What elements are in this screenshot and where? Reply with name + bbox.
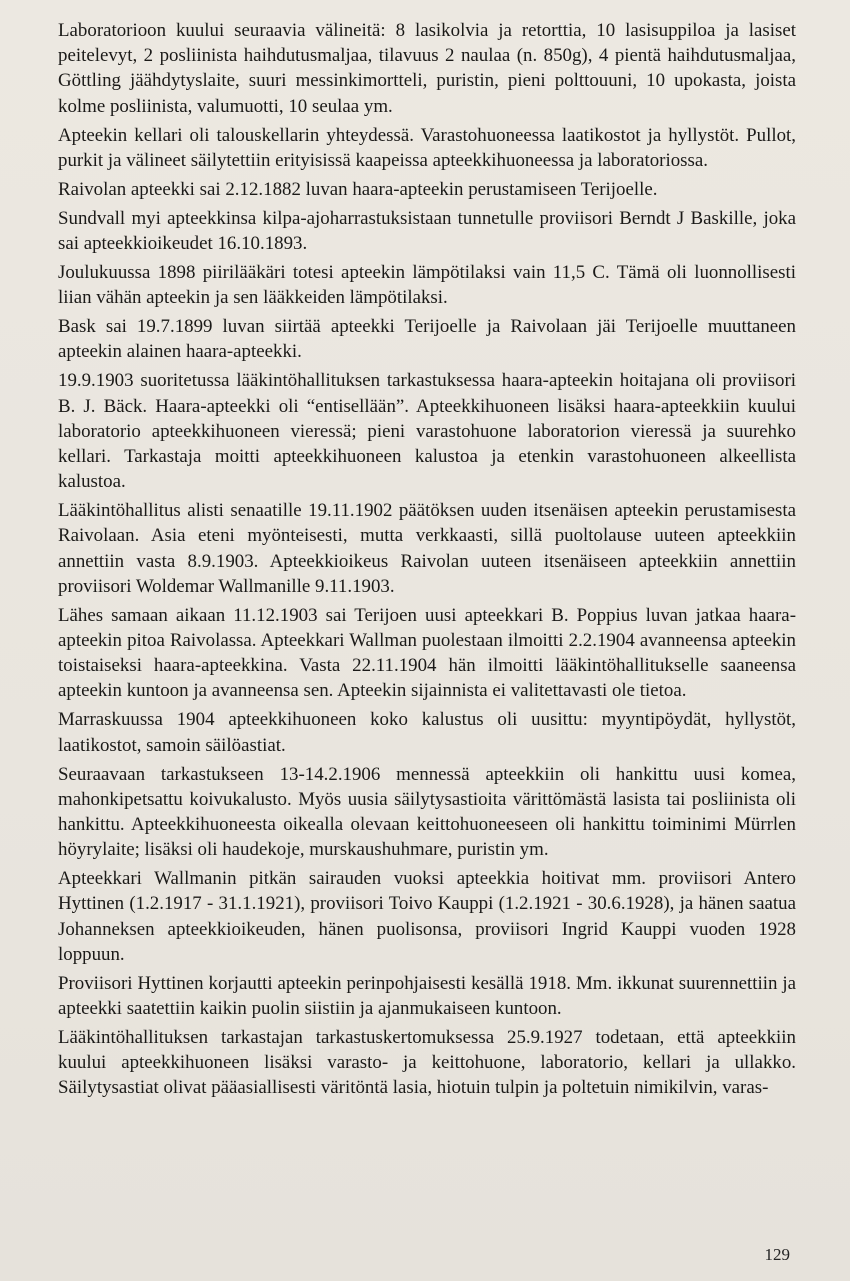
paragraph-14: Lääkintöhallituksen tarkastajan tarkastuskertomuksessa 25.9.1927 todetaan, että apteekkiin kuului apteekkihuoneen lisäksi varasto- ja keittohuone, laboratorio, kellari ja ullakko. Säilytysastiat olivat pääasiallisesti väritöntä lasia, hiotuin tulpin ja poltetuin nimikilvin, varas- xyxy=(58,1027,796,1099)
body-text xyxy=(58,18,796,1104)
paragraph-6: Bask sai 19.7.1899 luvan siirtää apteekki Terijoelle ja Raivolaan jäi Terijoelle muuttaneen apteekin alainen haara-apteekki. xyxy=(58,316,796,363)
paragraph-3: Raivolan apteekki sai 2.12.1882 luvan haara-apteekin perustamiseen Terijoelle. xyxy=(58,178,658,200)
paragraph-4: Sundvall myi apteekkinsa kilpa-ajoharrastuksistaan tunnetulle proviisori Berndt J Baskille, joka sai apteekkioikeudet 16.10.1893. xyxy=(58,207,796,255)
page-number: 129 xyxy=(764,1245,790,1264)
paragraph-2: Apteekin kellari oli talouskellarin yhteydessä. Varastohuoneessa laatikostot ja hyllystöt. Pullot, purkit ja välineet säilytettiin erityisissä kaapeissa apteekkihuoneessa ja laboratoriossa. xyxy=(58,124,796,171)
paragraph-12: Apteekkari Wallmanin pitkän sairauden vuoksi apteekkia hoitivat mm. proviisori Antero Hyttinen (1.2.1917 - 31.1.1921), proviisori Toivo Kauppi (1.2.1921 - 30.6.1928), ja hänen saatua Johanneksen apteekkioikeuden, hänen puolisonsa, proviisori Ingrid Kauppi vuoden 1928 loppuun. xyxy=(58,868,796,965)
paragraph-9: Lähes samaan aikaan 11.12.1903 sai Terijoen uusi apteekkari B. Poppius luvan jatkaa haara-apteekin pitoa Raivolassa. Apteekkari Wallman puolestaan ilmoitti 2.2.1904 avanneensa apteekin toistaiseksi haara-apteekkina. Vasta 22.11.1904 hän ilmoitti lääkintöhallitukselle saaneensa apteekin kuntoon ja avanneensa sen. Apteekin sijainnista ei valitettavasti ole tietoa. xyxy=(58,604,796,702)
paragraph-13: Proviisori Hyttinen korjautti apteekin perinpohjaisesti kesällä 1918. Mm. ikkunat suurennettiin ja apteekki saatettiin kaikin puolin siistiin ja ajanmukaiseen kuntoon. xyxy=(58,972,796,1020)
paragraph-10: Marraskuussa 1904 apteekkihuoneen koko kalustus oli uusittu: myyntipöydät, hyllystöt, laatikostot, samoin säilöastiat. xyxy=(58,709,796,756)
paragraph-8: Lääkintöhallitus alisti senaatille 19.11.1902 päätöksen uuden itsenäisen apteekin perustamisesta Raivolaan. Asia eteni myönteisesti, mutta verkkaasti, sillä puoltolause uuteen apteekkiin annettiin vasta 8.9.1903. Apteekkioikeus Raivolan uuteen itsenäiseen apteekkiin annettiin proviisori Woldemar Wallmanille 9.11.1903. xyxy=(58,500,796,597)
paragraph-5: Joulukuussa 1898 piirilääkäri totesi apteekin lämpötilaksi vain 11,5 C. Tämä oli luonnollisesti liian vähän apteekin ja sen lääkkeiden lämpötilaksi. xyxy=(58,262,796,309)
paragraph-11: Seuraavaan tarkastukseen 13-14.2.1906 mennessä apteekkiin oli hankittu uusi komea, mahonkipetsattu koivukalusto. Myös uusia säilytysastioita värittömästä lasista tai posliinista oli hankittu. Apteekkihuoneesta oikealla olevaan keittohuoneeseen oli hankittu toiminimi Mürrlen höyrylaite; lisäksi oli haudekoje, murskaushuhmare, puristin ym. xyxy=(58,763,796,861)
paragraph-7: 19.9.1903 suoritetussa lääkintöhallituksen tarkastuksessa haara-apteekin hoitajana oli proviisori B. J. Bäck. Haara-apteekki oli “entisellään”. Apteekkihuoneen lisäksi haara-apteekkiin kuului laboratorio apteekkihuoneen vieressä; pieni varastohuone laboratorion vieressä ja suurehko kellari. Tarkastaja moitti apteekkihuoneen kalustoa ja etenkin varastohuoneen alkeellista kalustoa. xyxy=(58,370,796,493)
paragraph-1: Laboratorioon kuului seuraavia välineitä: 8 lasikolvia ja retorttia, 10 lasisuppiloa ja lasiset peitelevyt, 2 posliinista haihdutusmaljaa, tilavuus 2 naulaa (n. 850g), 4 pientä haihdutusmaljaa, Göttling jäähdytyslaite, suuri messinkimortteli, puristin, pieni polttouuni, 10 upokasta, joista kolme posliinista, valumuotti, 10 seulaa ym. xyxy=(58,20,796,117)
